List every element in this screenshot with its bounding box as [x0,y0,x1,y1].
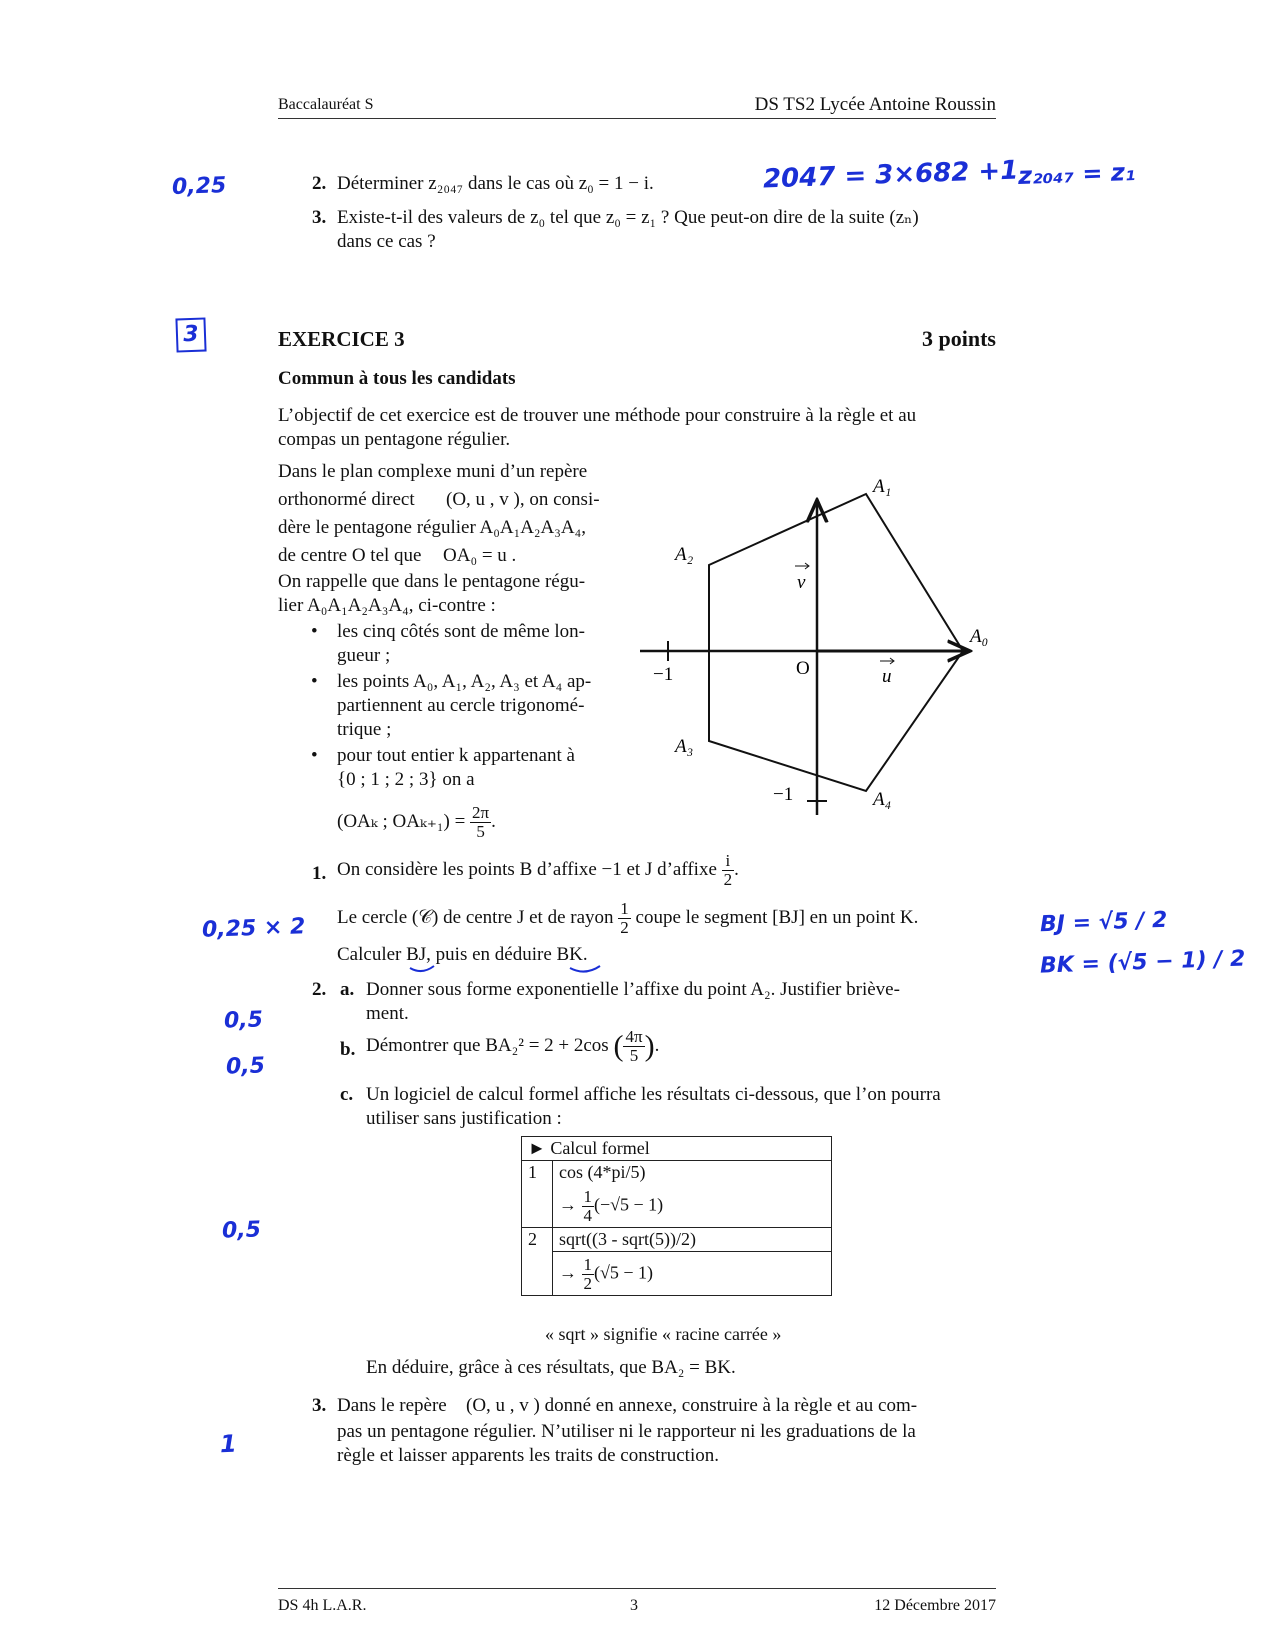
q1b-text-b: coupe le segment [BJ] en un point K. [635,906,919,928]
header-rule [278,118,996,119]
bullet2-line3: trique ; [337,719,392,740]
label-origin: O [796,658,810,679]
q1b-fraction [618,900,631,937]
q1-line: On considère les points B d’affixe −1 et J d’affixe $\frac{i}{2}$ . [337,851,739,889]
hand-score-q1: 0,25 × 2 [201,914,306,943]
hand-score-q3: 1 [219,1429,238,1459]
para-line2a: orthonormé direct [278,489,415,510]
para-line5: On rappelle que dans le pentagone régu- [278,571,586,592]
para-line4a: de centre O tel que [278,545,422,566]
q3-line1b: (O, u , v ) donné en annexe, construire à la règle et au com- [466,1395,918,1416]
exercise-subtitle: Commun à tous les candidats [278,368,516,389]
table-row1-frac-den: 4 [583,1206,592,1225]
q2c-line2: utiliser sans justification : [366,1108,562,1129]
q1-number: 1. [312,863,327,884]
header-left: Baccalauréat S [278,96,374,113]
label-y-minus1: −1 [773,784,794,805]
hand-score-q2a: 0,5 [223,1007,264,1034]
q3-line2: pas un pentagone régulier. N’utiliser ni le rapporteur ni les graduations de la [337,1421,916,1442]
para-line2b: (O, u , v ), on consi- [446,489,600,510]
q2b-line: Démontrer que BA₂² = 2 + 2cos ( $\frac{4\pi}{5}$ ). [366,1027,660,1065]
q2b-frac-den: 5 [629,1046,639,1065]
table-row1-blank [522,1184,553,1228]
table-row2-frac-den: 2 [583,1274,592,1293]
table-row1-fraction [582,1188,595,1225]
exercise-points: 3 points [922,326,996,351]
para-line3: dère le pentagone régulier A₀A₁A₂A₃A₄, [278,517,586,538]
label-v-arrow [795,563,809,569]
bullet3-line3: (OAₖ ; OAₖ₊₁) = $\frac{2\pi}{5}$ . [337,803,496,841]
table-row2-arrow: → [559,1262,577,1283]
q2a-label: a. [340,979,355,1000]
top-q3-line1: Existe-t-il des valeurs de z₀ tel que z₀ = z₁ ? Que peut-on dire de la suite (zₙ) [337,207,919,228]
label-u-arrow [880,658,894,664]
q1-frac-den: 2 [723,870,733,889]
label-v: v [797,572,806,593]
table-row2-fraction [582,1256,595,1293]
top-q2-number: 2. [312,173,327,194]
q3-line3: règle et laisser apparents les traits de construction. [337,1445,719,1466]
para-line6: lier A₀A₁A₂A₃A₄, ci-contre : [278,595,496,616]
table-caption: « sqrt » signifie « racine carrée » [545,1324,782,1344]
para-line1: Dans le plan complexe muni d’un repère [278,461,588,482]
table-row2-input: sqrt((3 - sqrt(5))/2) [553,1228,832,1252]
q2b-text: Démontrer que BA₂² = 2 + 2cos [366,1034,609,1056]
top-q2-text: Déterminer z₂₀₄₇ dans le cas où z₀ = 1 − i. [337,173,654,194]
pentagon-figure [630,470,1000,820]
q1c-text: Calculer BJ, puis en déduire BK. [337,944,588,965]
bullet3-frac-num: 2π [472,803,490,822]
q2a-line1: Donner sous forme exponentielle l’affixe du point A₂. Justifier briève- [366,979,900,1000]
table-header: ► Calcul formel [522,1137,832,1161]
bullet3-fraction [470,804,491,841]
q1b-line [337,900,918,937]
q3-number: 3. [312,1395,327,1416]
q1-fraction [722,852,735,889]
bullet1-line2: gueur ; [337,645,391,666]
q2b-frac-num: 4π [625,1027,643,1046]
q2-number: 2. [312,979,327,1000]
footer-rule [278,1588,996,1589]
para-line4b: OA₀ = u . [443,545,517,566]
q2b-label: b. [340,1039,356,1060]
q2a-line2: ment. [366,1003,409,1024]
q2b-fraction [623,1028,644,1065]
hand-z-eq: z₂₀₄₇ = z₁ [1017,157,1136,191]
hand-exercise-box: 3 [175,317,206,352]
label-x-minus1: −1 [653,664,674,685]
q1-text: On considère les points B d’affixe −1 et J d’affixe [337,858,717,880]
table-row2-expr: (√5 − 1) [594,1262,654,1283]
table-row2-frac-num: 1 [583,1255,592,1274]
formal-calc-table [521,1136,832,1296]
table-row1-result [553,1184,832,1228]
handwritten-underline [400,962,620,978]
q2c-label: c. [340,1084,354,1105]
footer-page-number: 3 [630,1597,638,1614]
q3-line1a: Dans le repère [337,1395,447,1416]
label-A4: A₄ [873,789,892,810]
exercise-title: EXERCICE 3 [278,327,405,351]
hand-score-q2b: 0,5 [225,1053,266,1080]
bullet3-frac-den: 5 [476,822,485,841]
header-right: DS TS2 Lycée Antoine Roussin [754,94,996,115]
intro-line2: compas un pentagone régulier. [278,429,511,450]
label-A3: A₃ [675,736,694,757]
hand-bk: BK = (√5 − 1) / 2 [1039,946,1246,979]
table-row2-result [553,1252,832,1296]
top-q3-line2: dans ce cas ? [337,231,436,252]
table-row2-index: 2 [522,1228,553,1252]
table-row1-expr: (−√5 − 1) [594,1194,664,1215]
q1b-frac-num: 1 [620,899,629,918]
label-A0: A₀ [970,626,989,647]
q1-frac-num: i [722,852,735,871]
bullet1-line1: • les cinq côtés sont de même lon- [337,620,585,644]
bullet3-line2: {0 ; 1 ; 2 ; 3} on a [337,769,475,790]
label-A1: A₁ [873,476,892,497]
deduce-text: En déduire, grâce à ces résultats, que BA₂ = BK. [366,1357,736,1378]
table-row2-blank [522,1252,553,1296]
hand-score-q2c: 0,5 [221,1217,262,1244]
hand-score-top: 0,25 [171,173,227,200]
bullet2-line1: • les points A₀, A₁, A₂, A₃ et A₄ ap- [337,670,591,694]
footer-right: 12 Décembre 2017 [874,1597,996,1614]
label-u: u [882,666,892,687]
bullet3-angle: (OAₖ ; OAₖ₊₁) = [337,810,466,832]
table-row1-frac-num: 1 [583,1187,592,1206]
table-row1-index: 1 [522,1161,553,1185]
pentagon [709,494,963,791]
table-row1-arrow: → [559,1194,577,1215]
q1b-text-a: Le cercle (𝒞) de centre J et de rayon [337,906,614,928]
top-q3-number: 3. [312,207,327,228]
hand-calc: 2047 = 3×682 +1 [762,155,1019,195]
intro-line1: L’objectif de cet exercice est de trouver une méthode pour construire à la règle et au [278,405,917,426]
table-row1-input: cos (4*pi/5) [553,1161,832,1185]
hand-bj: BJ = √5 / 2 [1039,907,1168,938]
bullet2-line2: partiennent au cercle trigonomé- [337,695,585,716]
label-A2: A₂ [675,544,694,565]
footer-left: DS 4h L.A.R. [278,1597,367,1614]
q1b-frac-den: 2 [620,918,629,937]
q2c-line1: Un logiciel de calcul formel affiche les résultats ci-dessous, que l’on pourra [366,1084,941,1105]
bullet3-line1: • pour tout entier k appartenant à [337,744,575,768]
